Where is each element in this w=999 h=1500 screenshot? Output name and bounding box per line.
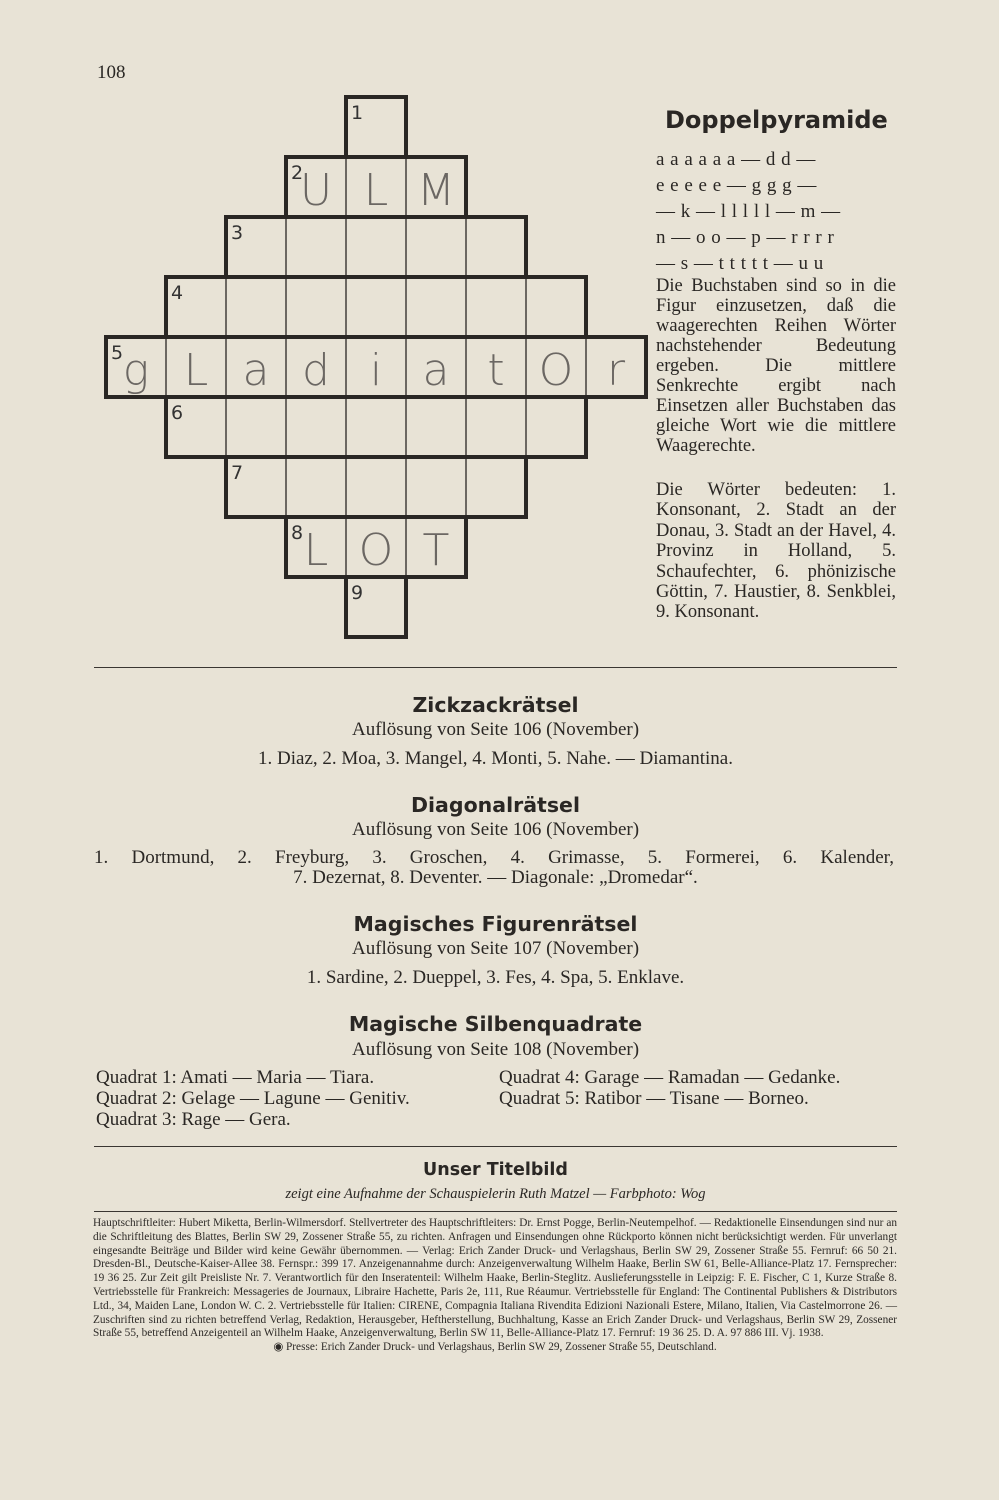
row-number: 4 xyxy=(171,282,184,304)
handwritten-letter: g xyxy=(122,345,150,396)
solution-subtitle: Auflösung von Seite 106 (November) xyxy=(351,819,640,840)
solution-title: Magisches Figurenrätsel xyxy=(353,912,638,936)
solution-line: 1. Diaz, 2. Moa, 3. Mangel, 4. Monti, 5. Nahe. — Diamantina. xyxy=(258,748,733,769)
section-divider xyxy=(94,667,897,668)
section-divider xyxy=(94,1146,897,1147)
puzzle-instructions xyxy=(656,276,896,456)
letter-line: n — o o — p — r r r r xyxy=(656,227,835,248)
imprint xyxy=(93,1217,897,1355)
solution-line: 1. Sardine, 2. Dueppel, 3. Fes, 4. Spa, 5. Enklave. xyxy=(306,967,685,988)
instructions-text: Die Buchstaben sind so in die Figur einzusetzen, daß die waagerechten Reihen Wörter nachstehender Bedeutung ergeben. Die mittlere Senkrechte ergibt nach Einsetzen aller Buchstaben das gleiche Wort wie die mittlere Waagerechte. xyxy=(656,276,896,456)
solution-subtitle: Auflösung von Seite 107 (November) xyxy=(351,938,640,959)
quadrat-line: Quadrat 1: Amati — Maria — Tiara. xyxy=(96,1067,375,1088)
handwritten-letter: T xyxy=(422,525,450,576)
handwritten-letter: a xyxy=(242,345,270,396)
letter-pool xyxy=(656,147,902,277)
solution-line: 7. Dezernat, 8. Deventer. — Diagonale: „Dromedar“. xyxy=(293,867,698,888)
grid-row xyxy=(166,277,586,337)
page-number: 108 xyxy=(97,62,126,83)
handwritten-letter: U xyxy=(299,165,333,216)
grid-row xyxy=(226,217,526,277)
solution-title: Zickzackrätsel xyxy=(412,693,579,717)
solution-line: 1. Dortmund, 2. Freyburg, 3. Groschen, 4. Grimasse, 5. Formerei, 6. Kalender, xyxy=(94,847,894,868)
row-number: 6 xyxy=(171,402,184,424)
handwritten-letter: i xyxy=(369,345,383,396)
meanings-text: Die Wörter bedeuten: 1. Konsonant, 2. Stadt an der Donau, 3. Stadt an der Havel, 4. Provinz in Holland, 5. Schaufechter, 6. phönizische Göttin, 7. Haustier, 8. Senkblei, 9. Konsonant. xyxy=(656,480,896,623)
row-number: 3 xyxy=(231,222,244,244)
grid-row xyxy=(166,397,586,457)
quadrat-line: Quadrat 4: Garage — Ramadan — Gedanke. xyxy=(499,1067,841,1088)
letter-line: e e e e e — g g g — xyxy=(656,175,817,196)
handwritten-letter: L xyxy=(303,525,329,576)
copyright-icon: ◉ xyxy=(273,1341,287,1354)
handwritten-letter: O xyxy=(358,525,394,576)
grid-row xyxy=(226,457,526,517)
imprint-divider xyxy=(94,1211,897,1212)
handwritten-letter: L xyxy=(363,165,389,216)
row-number: 5 xyxy=(111,342,124,364)
solution-subtitle: Auflösung von Seite 108 (November) xyxy=(351,1039,640,1060)
handwritten-letter: L xyxy=(183,345,209,396)
silbenquadrate-right xyxy=(499,1067,840,1109)
row-number: 7 xyxy=(231,462,244,484)
handwritten-letter: r xyxy=(606,345,626,396)
row-number: 1 xyxy=(351,102,364,124)
word-meanings xyxy=(656,480,896,623)
solution-title: Magische Silbenquadrate xyxy=(348,1012,643,1036)
handwritten-letter: t xyxy=(487,345,505,396)
handwritten-letter: M xyxy=(417,165,455,216)
row-number: 8 xyxy=(291,522,304,544)
letter-line: a a a a a a — d d — xyxy=(656,149,816,170)
handwritten-letter: d xyxy=(302,345,330,396)
cover-caption: zeigt eine Aufnahme der Schauspielerin Ruth Matzel — Farbphoto: Wog xyxy=(285,1186,706,1202)
quadrat-line: Quadrat 2: Gelage — Lagune — Genitiv. xyxy=(96,1088,410,1109)
handwritten-letter: O xyxy=(538,345,574,396)
quadrat-line: Quadrat 5: Ratibor — Tisane — Borneo. xyxy=(499,1088,809,1109)
letter-line: — k — l l l l l — m — xyxy=(656,201,841,222)
quadrat-line: Quadrat 3: Rage — Gera. xyxy=(96,1109,291,1130)
silbenquadrate-left xyxy=(96,1067,410,1130)
double-pyramid-grid xyxy=(100,92,648,644)
row-number: 2 xyxy=(291,162,304,184)
imprint-last-line: Presse: Erich Zander Druck- und Verlagshaus, Berlin SW 29, Zossener Straße 55, Deutschland. xyxy=(286,1341,717,1354)
handwritten-letter: a xyxy=(422,345,450,396)
puzzle-title: Doppelpyramide xyxy=(665,106,888,134)
row-number: 9 xyxy=(351,582,364,604)
solution-title: Diagonalrätsel xyxy=(411,793,580,817)
imprint-text: Hauptschriftleiter: Hubert Miketta, Berlin-Wilmersdorf. Stellvertreter des Hauptschriftleiters: Dr. Ernst Pogge, Berlin-Neutempelhof. — Redaktionelle Einsendungen sind nur an die Schriftleitung des Blattes, Berlin SW 29, Zossener Straße 55, zu richten. Anfragen und Einsendungen ohne Rückporto können nicht berücksichtigt werden. Für unverlangt eingesandte Beiträge und Bilder wird keine Gewähr übernommen. — Verlag: Erich Zander Druck- und Verlagshaus, Berlin SW 29, Zossener Straße 55. Fernruf: 66 50 21. Dresden-Bl., Deutsche-Kaiser-Allee 38. Fernspr.: 399 17. Anzeigenannahme durch: Anzeigenverwaltung Wilhelm Haake, Berlin SW 61, Belle-Alliance-Platz 17. Fernsprecher: 19 36 25. Zur Zeit gilt Preisliste Nr. 7. Verantwortlich für den Inseratenteil: Wilhelm Haake, Berlin-Steglitz. Auslieferungsstelle in Leipzig: F. E. Fischer, C 1, Kurze Straße 8. Vertriebsstelle für Frankreich: Messageries de Journaux, Libraire Hachette, Paris 2e, 111, Rue Réaumur. Vertriebsstelle für England: The Continental Publishers & Distributors Ltd., 34, Maiden Lane, London W. C. 2. Vertriebsstelle für Italien: CIRENE, Compagnia Italiana Rivendita Edizioni Nazionali Estere, Milano, Italien, Via Castelmorrone 26. — Zuschriften sind zu richten betreffend Verlag, Redaktion, Herausgeber, Heftherstellung, Buchhaltung, Kasse an Erich Zander Druck- und Verlagshaus, Berlin SW 29, Zossener Straße 55, betreffend Anzeigenteil an Wilhelm Haake, Anzeigenverwaltung, Berlin SW 11, Belle-Alliance-Platz 17. Fernruf: 19 36 25. D. A. 97 886 III. Vj. 1938. xyxy=(93,1217,897,1340)
solution-subtitle: Auflösung von Seite 106 (November) xyxy=(351,719,640,740)
letter-line: — s — t t t t t — u u xyxy=(656,253,824,274)
cover-title: Unser Titelbild xyxy=(423,1160,568,1180)
